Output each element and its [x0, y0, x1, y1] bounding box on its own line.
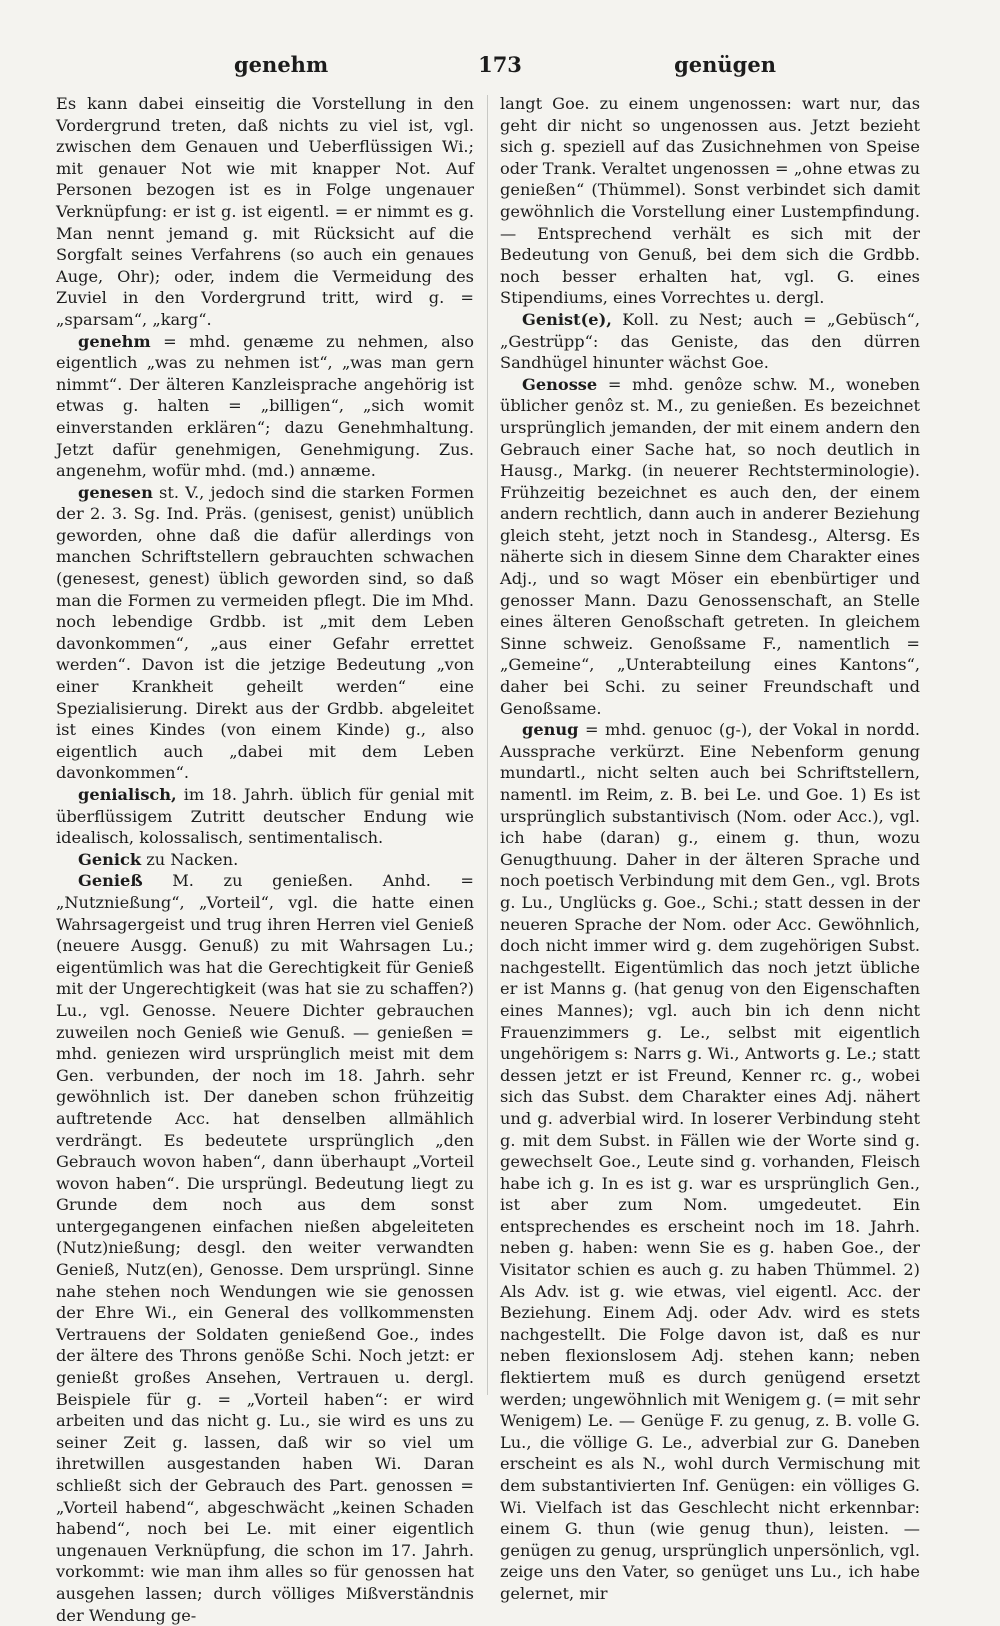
entry-headword: genug — [522, 720, 579, 740]
entry-text: Es kann dabei einseitig die Vorstellung in den Vordergrund treten, daß nichts zu viel ist, vgl. zwischen dem Genauen und Ueberflüssigen Wi.; mit genauer Not wie mit knapper Not. Auf Personen bezogen ist es in Folge ungenauer Verknüpfung: er ist g. ist eigentl. = er nimmt es g. Man nennt jemand g. mit Rücksicht auf die Sorgfalt seines Verfahrens (so auch ein genaues Auge, Ohr); oder, indem die Vermeidung des Zuviel in den Vordergrund tritt, wird g. = „sparsam“, „karg“. — [56, 94, 474, 329]
entry-continuation — [56, 93, 474, 331]
right-column — [500, 93, 920, 1603]
page-number: 173 — [478, 52, 522, 77]
running-header — [56, 52, 944, 82]
left-column — [56, 93, 474, 1625]
dictionary-entry — [56, 870, 474, 1626]
dictionary-entry — [500, 309, 920, 374]
entry-text: = mhd. genuoc (g-), der Vokal in nordd. Aussprache verkürzt. Eine Nebenform genung mundartl., nicht selten auch bei Schriftstellern, namentl. im Reim, z. B. bei Le. und Goe. 1) Es ist ursprünglich substantivisch (Nom. oder Acc.), vgl. ich habe (daran) g., einem g. thun, wozu Genugthuung. Daher in der älteren Sprache und noch poetisch Verbindung mit dem Gen., vgl. Brots g. Lu., Unglücks g. Goe., Schi.; statt dessen in der neueren Sprache der Nom. oder Acc. Gewöhnlich, doch nicht immer wird g. dem zugehörigen Subst. nachgestellt. Eigentümlich das noch jetzt übliche er ist Manns g. (hat genug von den Eigenschaften eines Mannes); vgl. auch bin ich denn nicht Frauenzimmers g. Le., selbst mit eigentlich ungehörigem s: Narrs g. Wi., Antworts g. Le.; statt dessen jetzt er ist Freund, Kenner rc. g., wobei sich das Subst. dem Charakter eines Adj. nähert und g. adverbial wird. In loserer Verbindung steht g. mit dem Subst. in Fällen wie der Worte sind g. gewechselt Goe., Leute sind g. vorhanden, Fleisch habe ich g. In es ist g. war es ursprünglich Gen., ist aber zum Nom. umgedeutet. Ein entsprechendes es erscheint noch im 18. Jahrh. neben g. haben: wenn Sie es g. haben Goe., der Visitator schien es auch g. zu haben Thümmel. 2) Als Adv. ist g. wie etwas, viel eigentl. Acc. der Beziehung. Einem Adj. oder Adv. wird es stets nachgestellt. Die Folge davon ist, daß es nur neben flexionslosem Adj. stehen kann; neben flektiertem muß es durch genügend ersetzt werden; ungewöhnlich mit Wenigem g. (= mit sehr Wenigem) Le. — Genüge F. zu genug, z. B. volle G. Lu., die völlige G. Le., adverbial zur G. Daneben erscheint es als N., wohl durch Vermischung mit dem substantivierten Inf. Genügen: ein völliges G. Wi. Vielfach ist das Geschlecht nicht erkennbar: einem G. thun (wie genug thun), leisten. — genügen zu genug, ursprünglich unpersönlich, vgl. zeige uns den Vater, so genüget uns Lu., ich habe gelernet, mir — [500, 720, 920, 1603]
column-divider — [487, 95, 488, 1395]
dictionary-entry — [500, 719, 920, 1604]
entry-text: st. V., jedoch sind die starken Formen der 2. 3. Sg. Ind. Präs. (genisest, genist) unüblich geworden, ohne daß die dafür allerdings von manchen Schriftstellern gebrauchten schwachen (genesest, genest) üblich geworden sind, so daß man die Formen zu vermeiden pflegt. Die im Mhd. noch lebendige Grdbb. ist „mit dem Leben davonkommen“, „aus einer Gefahr errettet werden“. Davon ist die jetzige Bedeutung „von einer Krankheit geheilt werden“ eine Spezialisierung. Direkt aus der Grdbb. abgeleitet ist eines Kindes (von einem Kinde) g., also eigentlich auch „dabei mit dem Leben davonkommen“. — [56, 482, 474, 783]
header-left-keyword: genehm — [234, 52, 329, 77]
entry-text: = mhd. genæme zu nehmen, also eigentlich „was zu nehmen ist“, „was man gern nimmt“. Der älteren Kanzleisprache angehörig ist etwas g. halten = „billigen“, „sich womit einverstanden erklären“; dazu Genehmhaltung. Jetzt dafür genehmigen, Genehmigung. Zus. angenehm, wofür mhd. (md.) annæme. — [56, 331, 474, 481]
entry-headword: Genieß — [78, 871, 143, 891]
entry-text: zu Nacken. — [141, 849, 239, 869]
dictionary-entry — [500, 374, 920, 720]
entry-headword: Genist(e), — [522, 309, 612, 329]
dictionary-entry — [56, 331, 474, 482]
dictionary-entry — [56, 784, 474, 849]
header-right-keyword: genügen — [674, 52, 776, 77]
entry-text: Koll. zu Nest; auch = „Gebüsch“, „Gestrüpp“: das Geniste, das den dürren Sandhügel hinunter wächst Goe. — [500, 309, 920, 373]
entry-headword: Genosse — [522, 374, 598, 394]
dictionary-entry — [56, 849, 474, 871]
dictionary-entry — [56, 482, 474, 784]
entry-headword: Genick — [78, 849, 142, 869]
entry-text: = mhd. genôze schw. M., woneben üblicher genôz st. M., zu genießen. Es bezeichnet ursprünglich jemanden, der mit einem andern den Gebrauch einer Sache hat, so noch deutlich in Hausg., Markg. (in neuerer Rechtsterminologie). Frühzeitig bezeichnet es auch den, der einem andern rechtlich, dann auch in anderer Beziehung gleich steht, jetzt noch in Standesg., Altersg. Es näherte sich in diesem Sinne dem Charakter eines Adj., und so wagt Möser ein ebenbürtiger und genosser Mann. Dazu Genossenschaft, an Stelle eines älteren Genoßschaft getreten. In gleichem Sinne schweiz. Genoßsame F., namentlich = „Gemeine“, „Unterabteilung eines Kantons“, daher bei Schi. zu seiner Freundschaft und Genoßsame. — [500, 374, 920, 718]
entry-text: M. zu genießen. Anhd. = „Nutznießung“, „Vorteil“, vgl. die hatte einen Wahrsagergeist und trug ihren Herren viel Genieß (neuere Ausgg. Genuß) zu mit Wahrsagen Lu.; eigentümlich was hat die Gerechtigkeit für Genieß mit der Ungerechtigkeit (was hat sie zu schaffen?) Lu., vgl. Genosse. Neuere Dichter gebrauchen zuweilen noch Genieß wie Genuß. — genießen = mhd. geniezen wird ursprünglich meist mit dem Gen. verbunden, der noch im 18. Jahrh. sehr gewöhnlich ist. Der daneben schon frühzeitig auftretende Acc. hat denselben allmählich verdrängt. Es bedeutete ursprünglich „den Gebrauch wovon haben“, dann überhaupt „Vorteil wovon haben“. Die ursprüngl. Bedeutung liegt zu Grunde dem noch aus dem sonst untergegangenen einfachen nießen abgeleiteten (Nutz)nießung; desgl. den weiter verwandten Genieß, Nutz(en), Genosse. Dem ursprüngl. Sinne nahe stehen noch Wendungen wie sie genossen der Ehre Wi., ein General des vollkommensten Vertrauens der Soldaten genießend Goe., indes der ältere des Throns genöße Schi. Noch jetzt: er genießt großes Ansehen, Vertrauen u. dergl. Beispiele für g. = „Vorteil haben“: er wird arbeiten und das nicht g. Lu., sie wird es uns zu seiner Zeit g. lassen, daß wir so viel um ihretwillen ausgestanden haben Wi. Daran schließt sich der Gebrauch des Part. genossen = „Vorteil habend“, abgeschwächt „keinen Schaden habend“, noch bei Le. mit einer eigentlich ungenauen Verknüpfung, die schon im 17. Jahrh. vorkommt: wie man ihm alles so für genossen hat ausgehen lassen; durch völliges Mißverständnis der Wendung ge- — [56, 871, 474, 1625]
entry-headword: genialisch, — [78, 785, 177, 804]
entry-headword: genehm — [78, 331, 151, 351]
entry-text: langt Goe. zu einem ungenossen: wart nur, das geht dir nicht so ungenossen aus. Jetzt bezieht sich g. speziell auf das Zusichnehmen von Speise oder Trank. Veraltet ungenossen = „ohne etwas zu genießen“ (Thümmel). Sonst verbindet sich damit gewöhnlich die Vorstellung einer Lustempfindung. — Entsprechend verhält es sich mit der Bedeutung von Genuß, bei dem sich die Grdbb. noch besser erhalten hat, vgl. G. eines Stipendiums, eines Vorrechtes u. dergl. — [500, 94, 920, 308]
entry-headword: genesen — [78, 482, 153, 502]
entry-text: im 18. Jahrh. üblich für genial mit überflüssigem Zutritt deutscher Endung wie idealisch, kolossalisch, sentimentalisch. — [56, 785, 474, 848]
entry-continuation — [500, 93, 920, 309]
